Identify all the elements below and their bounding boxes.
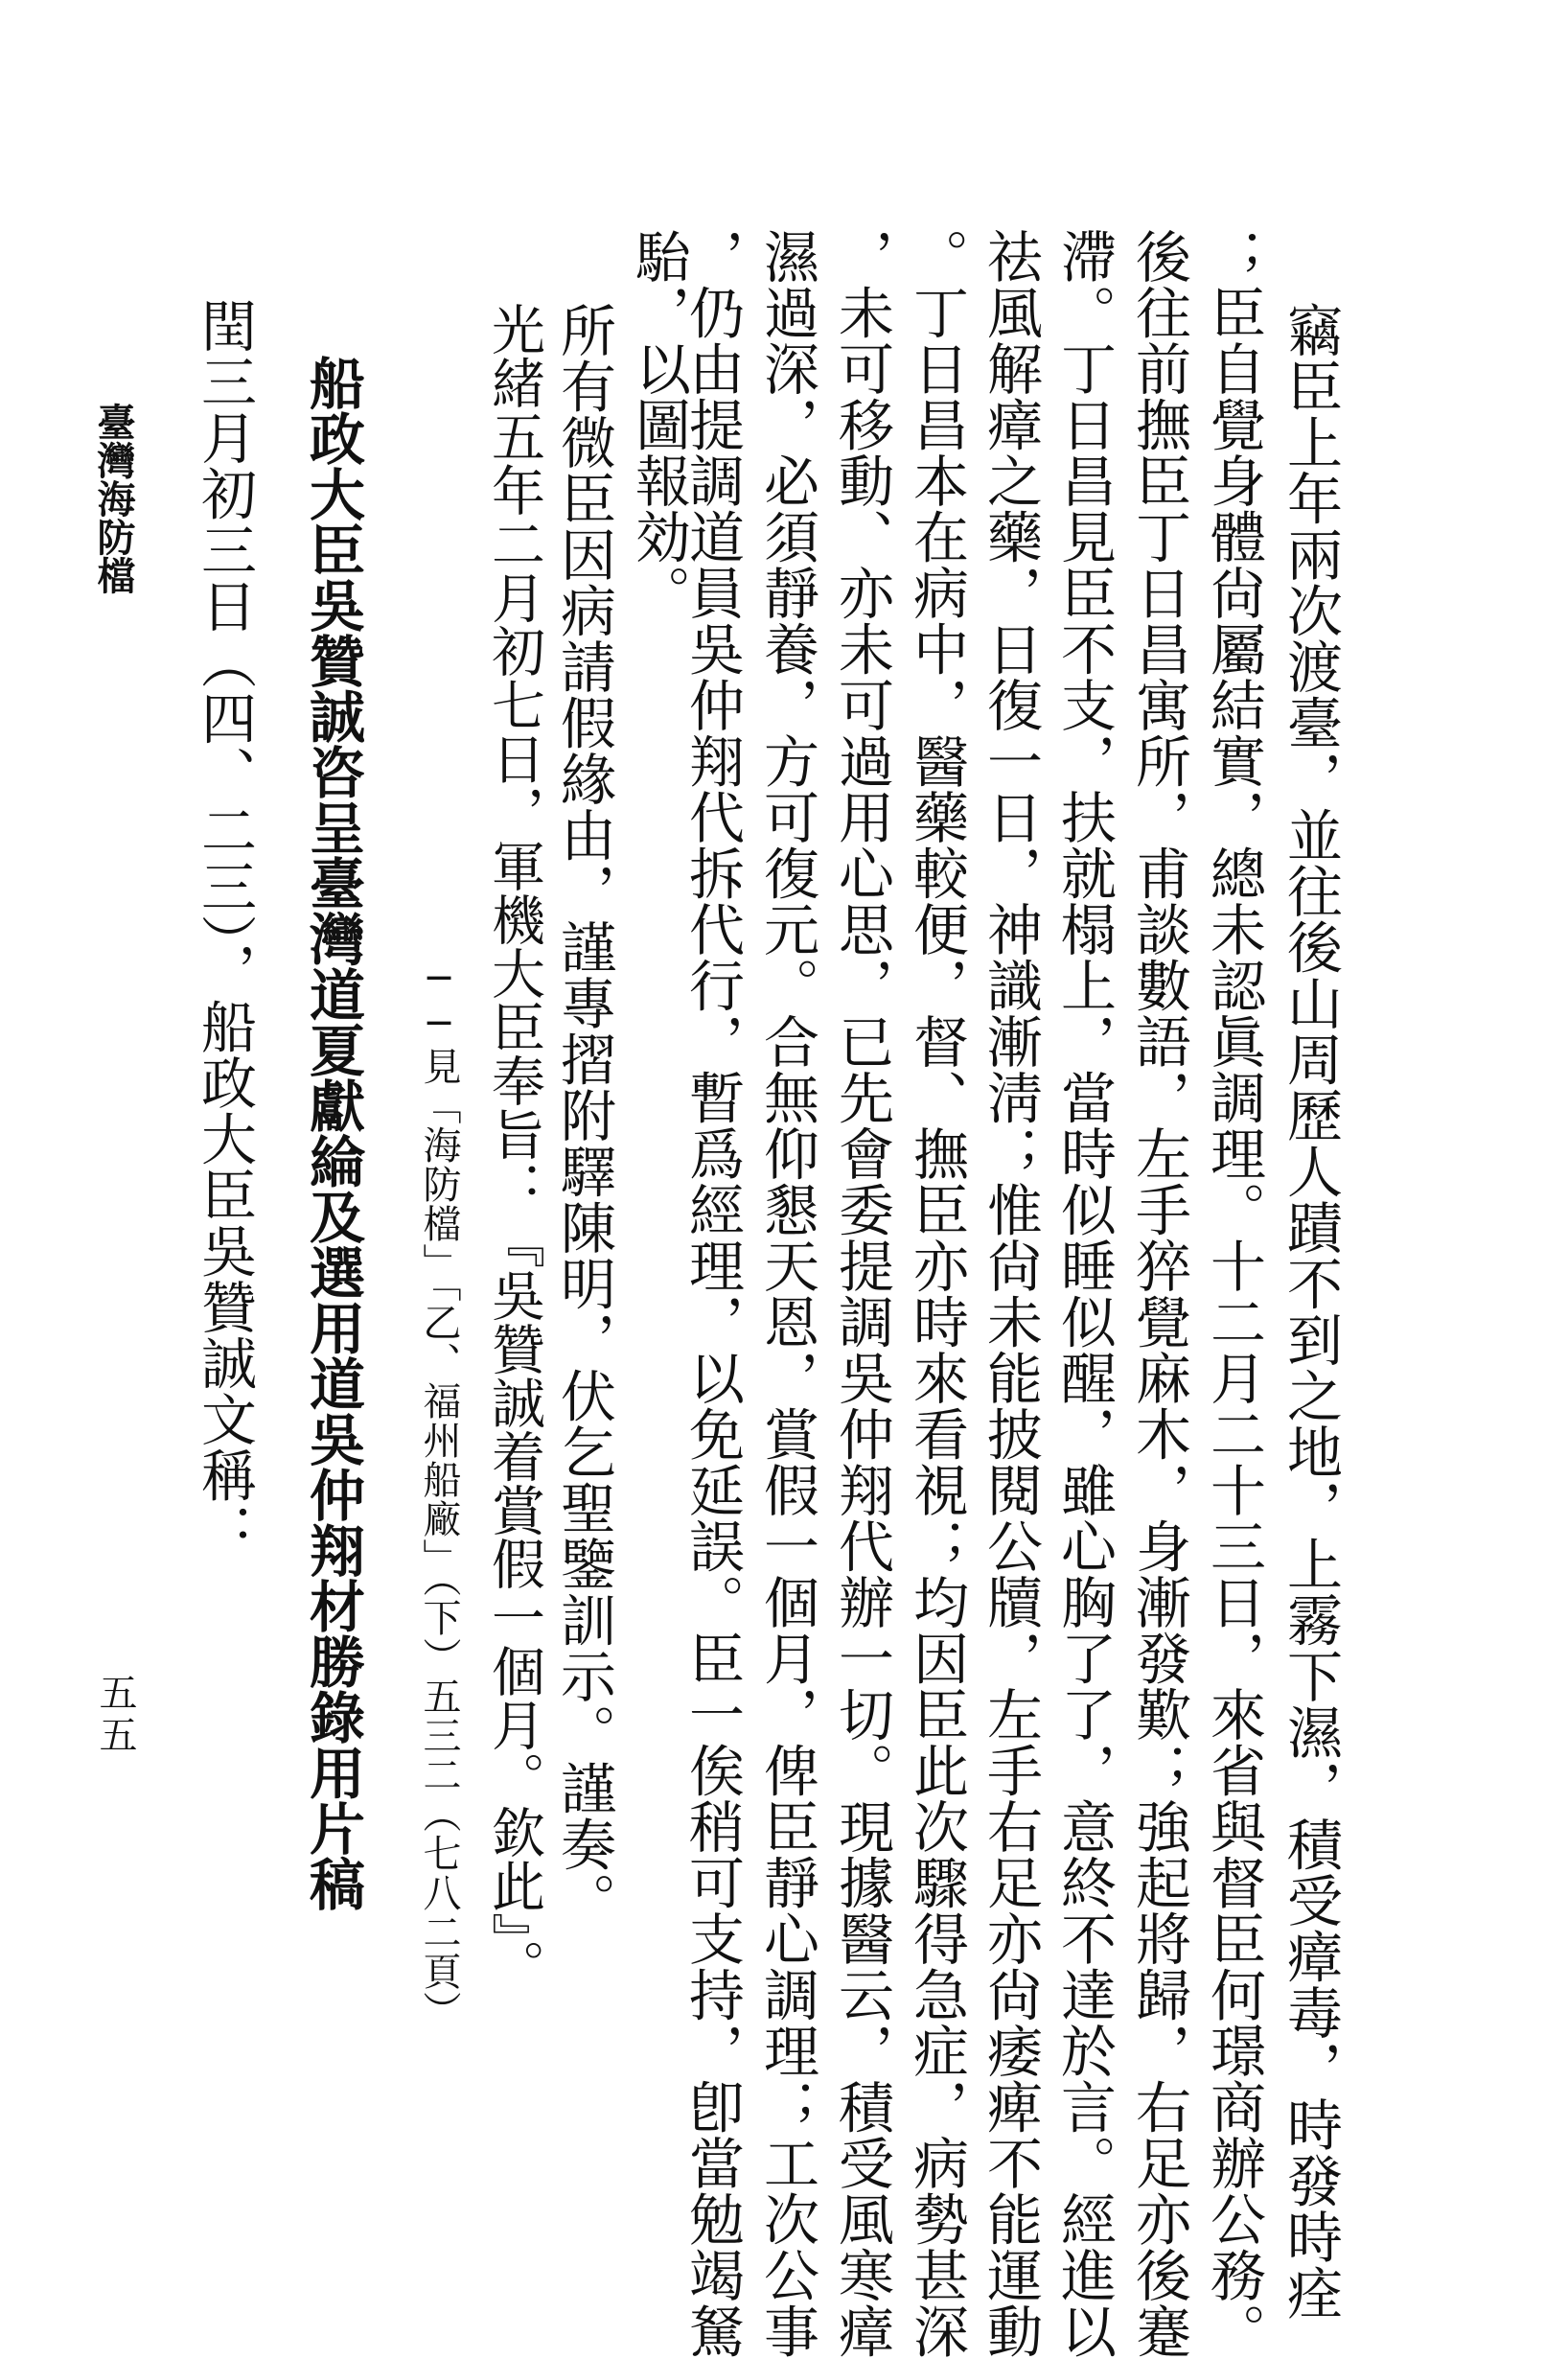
document-opening: 閏三月初三日（四、二三），船政大臣吳贊誠文稱：	[192, 297, 257, 1560]
text-column: ；臣自覺身體尙屬結實，總未認眞調理。十二月二十三日，來省與督臣何璟商辦公務。	[1201, 228, 1266, 2359]
text-column: 後往前撫臣丁日昌寓所，甫談數語，左手猝覺麻木，身漸發歎；強起將歸，右足亦後蹇	[1126, 228, 1191, 2359]
text-column: ，仍由提調道員吳仲翔代拆代行，暫爲經理，以免延誤。臣一俟稍可支持，卽當勉竭駑	[680, 228, 745, 2359]
text-column: 祛風解瘴之藥，日復一日，神識漸淸；惟尙未能披閱公牘，左手右足亦尙痿痺不能運動	[978, 228, 1043, 2359]
text-column: ，未可移動、亦未可過用心思，已先會委提調吳仲翔代辦一切。現據醫云，積受風寒瘴	[829, 228, 894, 2359]
text-column: 濕過深，必須靜養，方可復元。合無仰懇天恩，賞假一個月，俾臣靜心調理；工次公事	[754, 228, 819, 2359]
rescript-line: 光緒五年二月初七日，軍機大臣奉旨：『吳贊誠着賞假一個月。欽此』。	[483, 302, 545, 1993]
text-column: 滯。丁日昌見臣不支，扶就榻上，當時似睡似醒，雖心胸了了，意終不達於言。經進以	[1051, 228, 1117, 2359]
text-column-closing: 所有微臣因病請假緣由，謹專摺附驛陳明，伏乞聖鑒訓示。謹奏。	[551, 302, 616, 1929]
source-citation: ──見「海防檔」「乙、福州船廠」（下）五三二（七八二頁）	[417, 957, 461, 2030]
text-column: 。丁日昌本在病中，醫藥較便，督、撫臣亦時來看視；均因臣此次驟得急症，病勢甚深	[904, 228, 969, 2359]
text-column: 竊臣上年兩次渡臺，並往後山周歷人蹟不到之地，上霧下濕，積受瘴毒，時發時痊	[1278, 302, 1343, 2321]
page-number: 五五	[93, 1673, 137, 1757]
text-column: 駘，以圖報効。	[626, 228, 691, 621]
document-title: 船政大臣吳贊誠咨呈臺灣道夏獻綸及選用道吳仲翔材勝錄用片稿	[300, 355, 365, 1911]
running-header: 臺灣海防檔	[91, 403, 136, 594]
